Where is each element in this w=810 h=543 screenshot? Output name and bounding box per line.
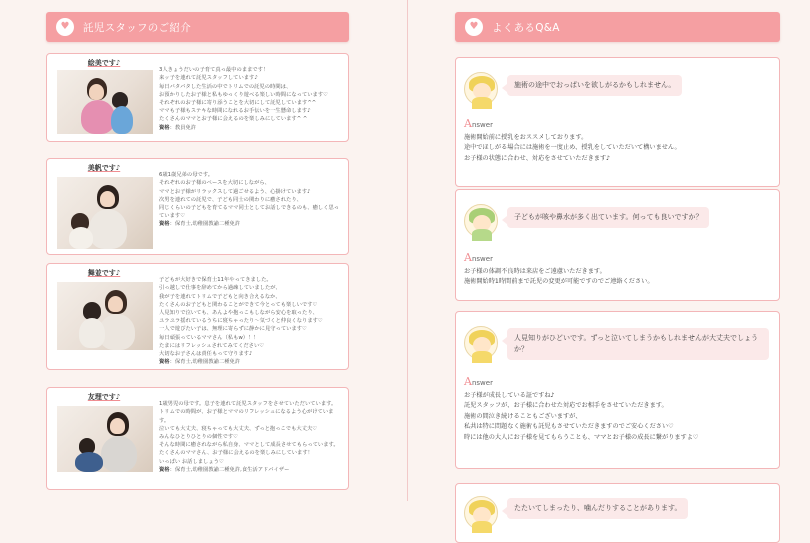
answer-text: 施術開始前に授乳をおススメしております。 途中でほしがる場合には施術を一度止め、授乳をしていただいて構いません。 お子様の状態に合わせ、対応をさせていただきます♪ bbox=[464, 134, 681, 162]
staff-role-label: 資格 bbox=[159, 359, 170, 366]
staff-role-label: 資格 bbox=[159, 124, 170, 131]
column-divider bbox=[407, 0, 408, 501]
answer-word: nswer bbox=[471, 121, 493, 129]
staff-card bbox=[46, 158, 349, 255]
staff-photo bbox=[57, 282, 153, 350]
heart-icon: ♥ bbox=[465, 18, 483, 36]
question-bubble: 子どもが咳や鼻水が多く出ています。何っても良いですか？ bbox=[507, 207, 709, 228]
qa-card bbox=[455, 483, 780, 543]
child-avatar-icon bbox=[464, 326, 498, 360]
answer-heading bbox=[464, 117, 493, 130]
answer-word: nswer bbox=[471, 255, 493, 263]
staff-section-title: 託児スタッフのご紹介 bbox=[83, 21, 191, 34]
answer-text: お子様の体調不良時は来店をご遠慮いただきます。 施術開始時1時間前まで託児の変更が可能ですのでご連絡ください。 bbox=[464, 268, 654, 286]
qa-section-header bbox=[455, 12, 780, 42]
answer-heading bbox=[464, 375, 493, 388]
staff-card bbox=[46, 387, 349, 490]
question-bubble: 施術の途中でおっぱいを欲しがるかもしれません。 bbox=[507, 75, 682, 96]
child-avatar-icon bbox=[464, 72, 498, 106]
staff-photo bbox=[57, 70, 153, 134]
staff-photo bbox=[57, 406, 153, 472]
staff-role-value: ：保育士,幼稚園教諭二種免許 bbox=[169, 221, 241, 228]
question-bubble: 人見知りがひどいです。ずっと泣いてしまうかもしれませんが大丈夫でしょうか？ bbox=[507, 328, 769, 360]
staff-role-label: 資格 bbox=[159, 221, 170, 228]
qa-card bbox=[455, 57, 780, 187]
staff-photo bbox=[57, 177, 153, 249]
staff-description: 3人きょうだいの子育て真っ最中のままです！ 来ッ子を連れて託児スタッフしています♪ 毎日バタバタした生活の中でトリムでの託児の時間は、 お預かりしたお子様と私もゆっくり遊べる楽しい時間になっています♡ それぞれのお子様に寄り添うことを大切にして託児しています^^ ママも子様もステキな時間になれるお手伝いを一生懸命します♪ たくさんのママとお子様に会えるのを楽しみにしています^ ^ bbox=[159, 67, 328, 123]
question-bubble: たたいてしまったり、噛んだりすることがあります。 bbox=[507, 498, 688, 519]
answer-word: nswer bbox=[471, 379, 493, 387]
qa-section-title: よくあるQ&A bbox=[492, 21, 560, 34]
staff-description: 1歳男児の母です。息子を連れて託児スタッフをさせていただいています。 トリムでの時間が、お子様とママのリフレッシュになるよう心がけています。 泣いても大丈夫、寝ちゃっても大丈夫、ずっと抱っこでも大丈夫♡ みんなひとりひとりの個性です♡ そんな時間に癒されながら私自身、ママとして成長させてもらっています。 たくさんのママさん、お子様に会えるのを楽しみにしています！ いっぱい お話しましょう♡ bbox=[159, 401, 339, 465]
staff-section bbox=[46, 12, 349, 501]
staff-name: 友理です♪ bbox=[87, 393, 121, 401]
answer-text: お子様が成長している証ですね♪ 託児スタッフが、お子様に合わせた対応でお相手をさせていただきます。 施術の間泣き続けることもございますが、 私共は特に問題なく施術も託児もさせていただきますのでご安心ください♡ 時には他の大人にお子様を見てもらうことも、ママとお子様の成長に繋がりますよ♡ bbox=[464, 392, 699, 441]
answer-letter: A bbox=[464, 251, 472, 264]
staff-description: 6歳1歳兄弟の母です。 それぞれのお子様のペースを大切にしながら、 ママとお子様がリラックスして過ごせるよう、心掛けています♪ 次男を連れての託児で、子ども同士の関わりに癒されたり、 同じくらいの子どもを育てるママ同士としてお話しできるのも、癒しく思っています♡ bbox=[159, 172, 340, 220]
child-avatar-icon bbox=[464, 204, 498, 238]
staff-card bbox=[46, 263, 349, 370]
staff-role-value: ：教員免許 bbox=[169, 124, 197, 131]
answer-heading bbox=[464, 251, 493, 264]
answer-letter: A bbox=[464, 117, 472, 130]
answer-letter: A bbox=[464, 375, 472, 388]
qa-section bbox=[455, 12, 780, 512]
staff-role-label: 資格 bbox=[159, 466, 170, 473]
staff-role-value: ：保育士,幼稚園教諭二種免許,食生活アドバイザー bbox=[169, 466, 290, 473]
heart-icon: ♥ bbox=[56, 18, 74, 36]
staff-description: 子どもが大好きで保育士11年やってきました。 引っ越しで仕事を辞めてから過疎していましたが、 我が子を連れてトリムで子どもと向き合えるなか、 たくさんのお子どもと関わることができて今とっても楽しいです♡ 人見知りで泣いても、あんよや抱っこもしながら安心を取ったり、 ユラユラ揺れているうちに寝ちゃったり〜気づくと仲良くなります♡ 一人で遊びたい子は、無理に寄らずに静かに見守っています♡ 毎日頑張っているママさん（私もw）！！ たまにはリフレッシュされてみてください♡ 大切なお子さんは責任もって守ります♪ bbox=[159, 277, 323, 358]
staff-role-value: ：保育士,幼稚園教諭二種免許 bbox=[169, 359, 241, 366]
staff-name: 美帆です♪ bbox=[87, 164, 121, 172]
qa-card bbox=[455, 311, 780, 469]
staff-name: 絵美です♪ bbox=[87, 59, 121, 67]
staff-section-header bbox=[46, 12, 349, 42]
child-avatar-icon bbox=[464, 496, 498, 530]
staff-name: 舞並です♪ bbox=[87, 269, 121, 277]
qa-card bbox=[455, 189, 780, 301]
staff-card bbox=[46, 53, 349, 142]
